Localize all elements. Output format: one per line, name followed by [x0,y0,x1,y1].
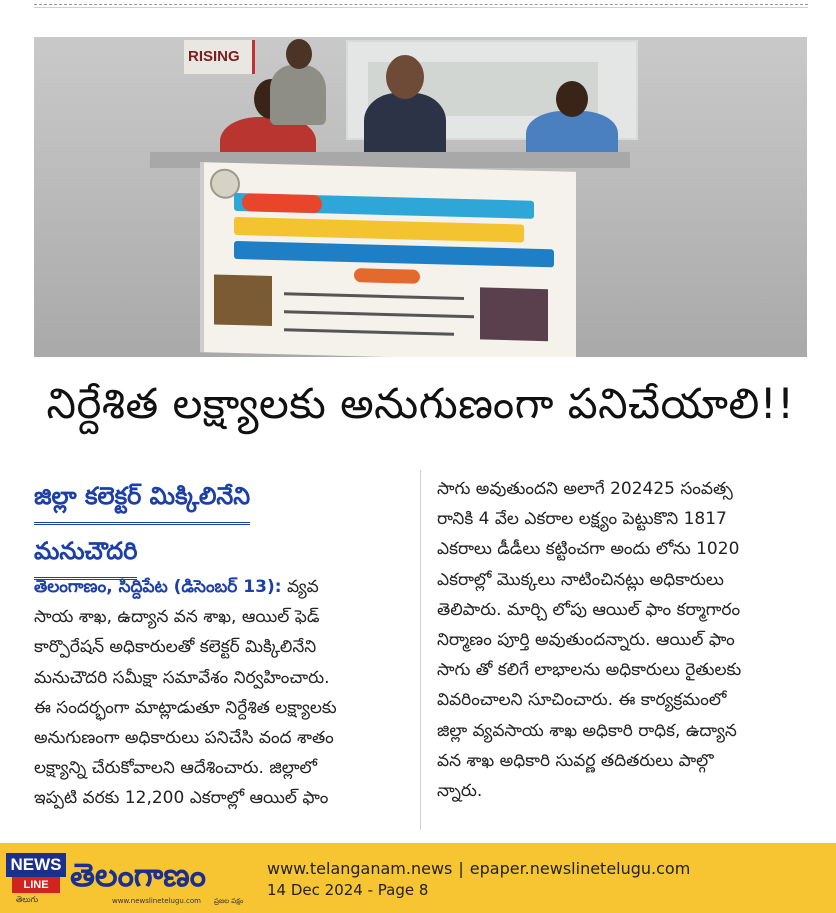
article-line: ఈ సందర్భంగా మాట్లాడుతూ నిర్దేశిత లక్ష్యాలకు [34,697,337,718]
site-separator: | [458,859,464,878]
banner-chip [354,268,420,284]
article-line: సాగు తో కలిగే లాభాలను అధికారులు రైతులకు [437,660,742,681]
top-rule-solid [34,7,808,8]
logo-news-text: NEWS [6,853,66,877]
banner-text-line [284,328,454,335]
banner-text-line [284,310,474,318]
banner-stripe-blue [234,193,534,219]
article-line: అనుగుణంగా అధికారులు పనిచేసి వంద శాతం [34,728,334,749]
telanganam-brand-logo[interactable]: తెలంగాణం [70,856,206,894]
top-rule [34,4,808,5]
article-line: వివరించాలని సూచించారు. ఈ కార్యక్రమంలో [437,690,727,711]
banner-stripe-darkblue [234,241,554,267]
logo-line-text: LINE [12,877,60,893]
subheading-line: మనుచౌదరి [34,525,137,580]
person-right-head [556,81,588,117]
article-line: ఎకరాలు డీడీలు కట్టించగా అందు లోను 1020 [437,539,740,560]
dateline: తెలంగాణం, సిద్దిపేట (డిసెంబర్ 13): [34,577,282,597]
article-line: నిర్మాణం పూర్తి అవుతుందన్నారు. ఆయిల్ ఫాం [437,630,735,651]
article-line: తెలిపారు. మార్చి లోపు ఆయిల్ ఫాం కర్మాగారం [437,599,741,620]
site-links [267,859,690,878]
article-line: రానికి 4 వేల ఎకరాల లక్ష్యం పెట్టుకొని 1817 [437,509,727,530]
person-center-head [386,55,424,99]
article-line: జిల్లా వ్యవసాయ శాఖ అధికారి రాధిక, ఉద్యాన [437,720,737,741]
backdrop-sign-text: RISING [188,48,240,65]
article-line: కార్పొరేషన్ అధికారులతో కలెక్టర్ మిక్కిలినేని [34,637,317,658]
newsline-logo[interactable] [6,853,66,905]
article-line: న్నారు. [437,781,483,802]
article-line: వన శాఖ అధికారి సువర్ణ తదితరులు పాల్గొ [437,750,714,771]
edition-date-page: 14 Dec 2024 - Page 8 [267,881,429,899]
article-line [34,572,406,602]
banner-text-line [284,292,464,300]
subheading-line: జిల్లా కలెక్టర్ మిక్కిలినేని [34,470,250,525]
footer-bar [0,843,836,913]
article-line: ఎకరాల్లో మొక్కలు నాటించినట్లు అధికారులు [437,569,724,590]
article-right-column [437,474,805,806]
article-text: వ్యవ [281,577,319,597]
headline: నిర్దేశిత లక్ష్యాలకు అనుగుణంగా పనిచేయాలి!! [46,379,795,428]
news-photo [34,37,807,357]
backdrop-sign [184,40,255,74]
article-line: మనుచౌదరి సమీక్షా సమావేశం నిర్వహించారు. [34,667,330,688]
article-line: ఇప్పటి వరకు 12,200 ఎకరాల్లో ఆయిల్ ఫాం [34,788,329,809]
oil-palm-image-left [214,274,272,326]
brand-url: www.newslinetelugu.com [112,897,201,905]
subheading [34,470,414,580]
person-standing-head [286,39,312,69]
brand-tagline: ప్రజల పక్షం [214,897,244,905]
site-link-telanganam[interactable]: www.telanganam.news [267,859,453,878]
article-line: సాగు అవుతుందని అలాగే 202425 సంవత్స [437,479,733,499]
person-standing [270,65,326,125]
event-banner [200,162,576,357]
article-line: సాయ శాఖ, ఉద్యాన వన శాఖ, ఆయిల్ ఫెడ్ [34,607,320,628]
article-line: లక్ష్యాన్ని చేరుకోవాలని ఆదేశించారు. జిల్లాలో [34,758,318,779]
oil-palm-image-right [480,287,548,341]
logo-tag-text: తెలుగు [16,895,39,904]
article-left-column [34,572,406,814]
column-divider [420,470,421,830]
banner-stripe-yellow [234,217,524,243]
site-link-epaper[interactable]: epaper.newslinetelugu.com [469,859,691,878]
